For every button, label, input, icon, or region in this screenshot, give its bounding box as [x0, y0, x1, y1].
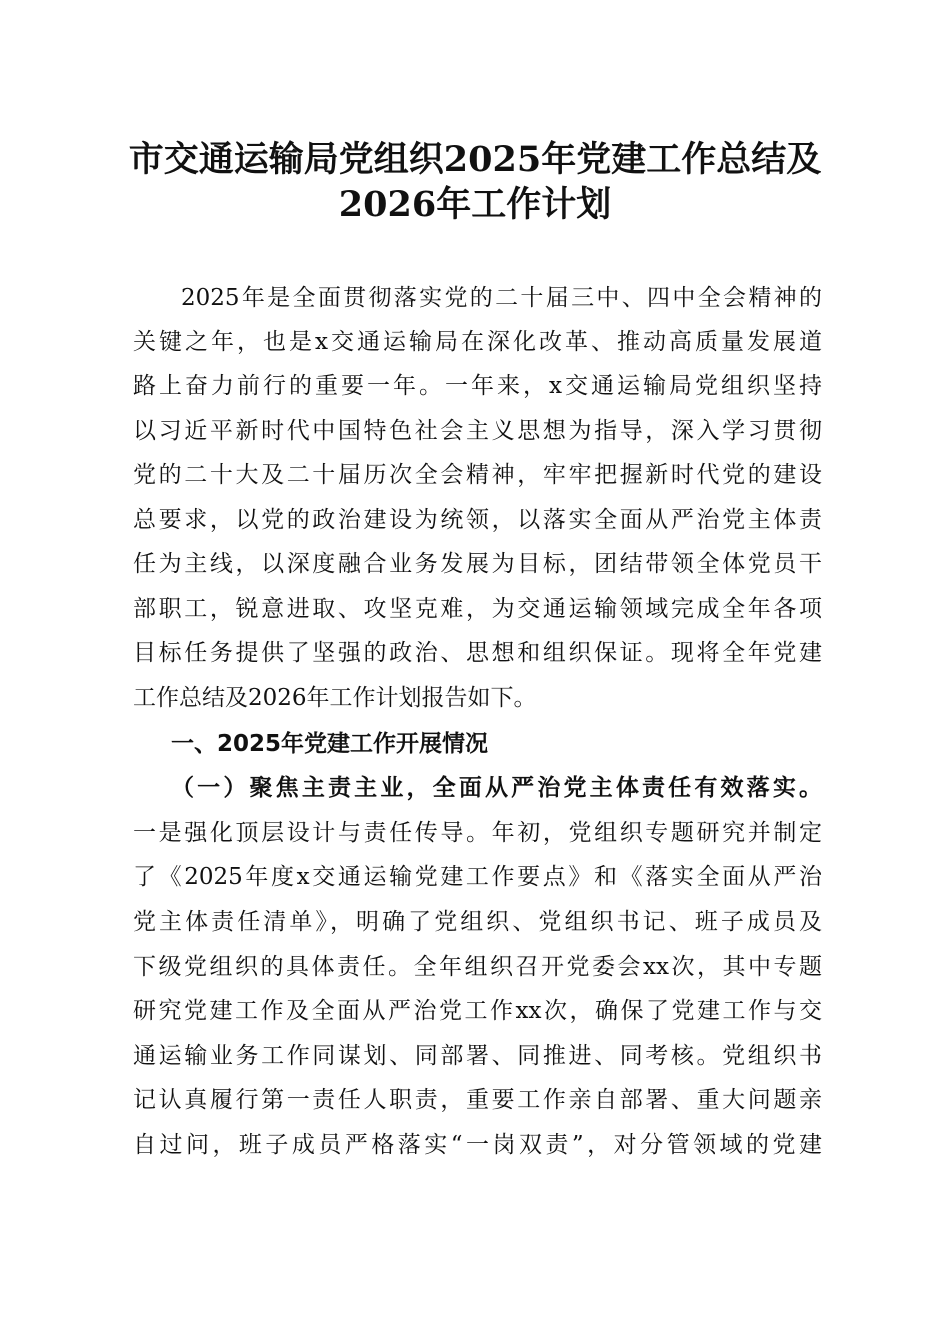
paragraph-line: 党的二十大及二十届历次全会精神，牢牢把握新时代党的建设 — [133, 462, 822, 488]
paragraph-line: 了《2025年度x交通运输党建工作要点》和《落实全面从严治 — [133, 864, 822, 890]
document-title-line-1: 市交通运输局党组织2025年党建工作总结及 — [128, 139, 822, 180]
paragraph-line: 路上奋力前行的重要一年。一年来，x交通运输局党组织坚持 — [133, 373, 822, 399]
paragraph-line: 目标任务提供了坚强的政治、思想和组织保证。现将全年党建 — [133, 640, 822, 666]
paragraph-line: 2025年是全面贯彻落实党的二十届三中、四中全会精神的 — [181, 285, 822, 311]
document-title-line-2: 2026年工作计划 — [338, 184, 612, 225]
subsection-heading: （一）聚焦主责主业，全面从严治党主体责任有效落实。 — [171, 774, 822, 801]
paragraph-line: 下级党组织的具体责任。全年组织召开党委会xx次，其中专题 — [133, 954, 822, 980]
paragraph-line: 关键之年，也是x交通运输局在深化改革、推动高质量发展道 — [133, 329, 822, 355]
paragraph-line: 工作总结及2026年工作计划报告如下。 — [133, 685, 537, 711]
paragraph-line: 以习近平新时代中国特色社会主义思想为指导，深入学习贯彻 — [133, 418, 822, 444]
paragraph-line: 通运输业务工作同谋划、同部署、同推进、同考核。党组织书 — [133, 1043, 822, 1069]
paragraph-line: 部职工，锐意进取、攻坚克难，为交通运输领域完成全年各项 — [133, 596, 822, 622]
paragraph-line: 研究党建工作及全面从严治党工作xx次，确保了党建工作与交 — [133, 998, 822, 1024]
paragraph-line: 自过问，班子成员严格落实“一岗双责”，对分管领域的党建 — [133, 1132, 822, 1158]
paragraph-line: 党主体责任清单》，明确了党组织、党组织书记、班子成员及 — [133, 909, 822, 935]
paragraph-line: 记认真履行第一责任人职责，重要工作亲自部署、重大问题亲 — [133, 1087, 822, 1113]
paragraph-line: 总要求，以党的政治建设为统领，以落实全面从严治党主体责 — [133, 507, 822, 533]
paragraph-line: 任为主线，以深度融合业务发展为目标，团结带领全体党员干 — [133, 551, 822, 577]
paragraph-line: 一是强化顶层设计与责任传导。年初，党组织专题研究并制定 — [133, 820, 822, 846]
section-heading: 一、2025年党建工作开展情况 — [171, 731, 489, 757]
